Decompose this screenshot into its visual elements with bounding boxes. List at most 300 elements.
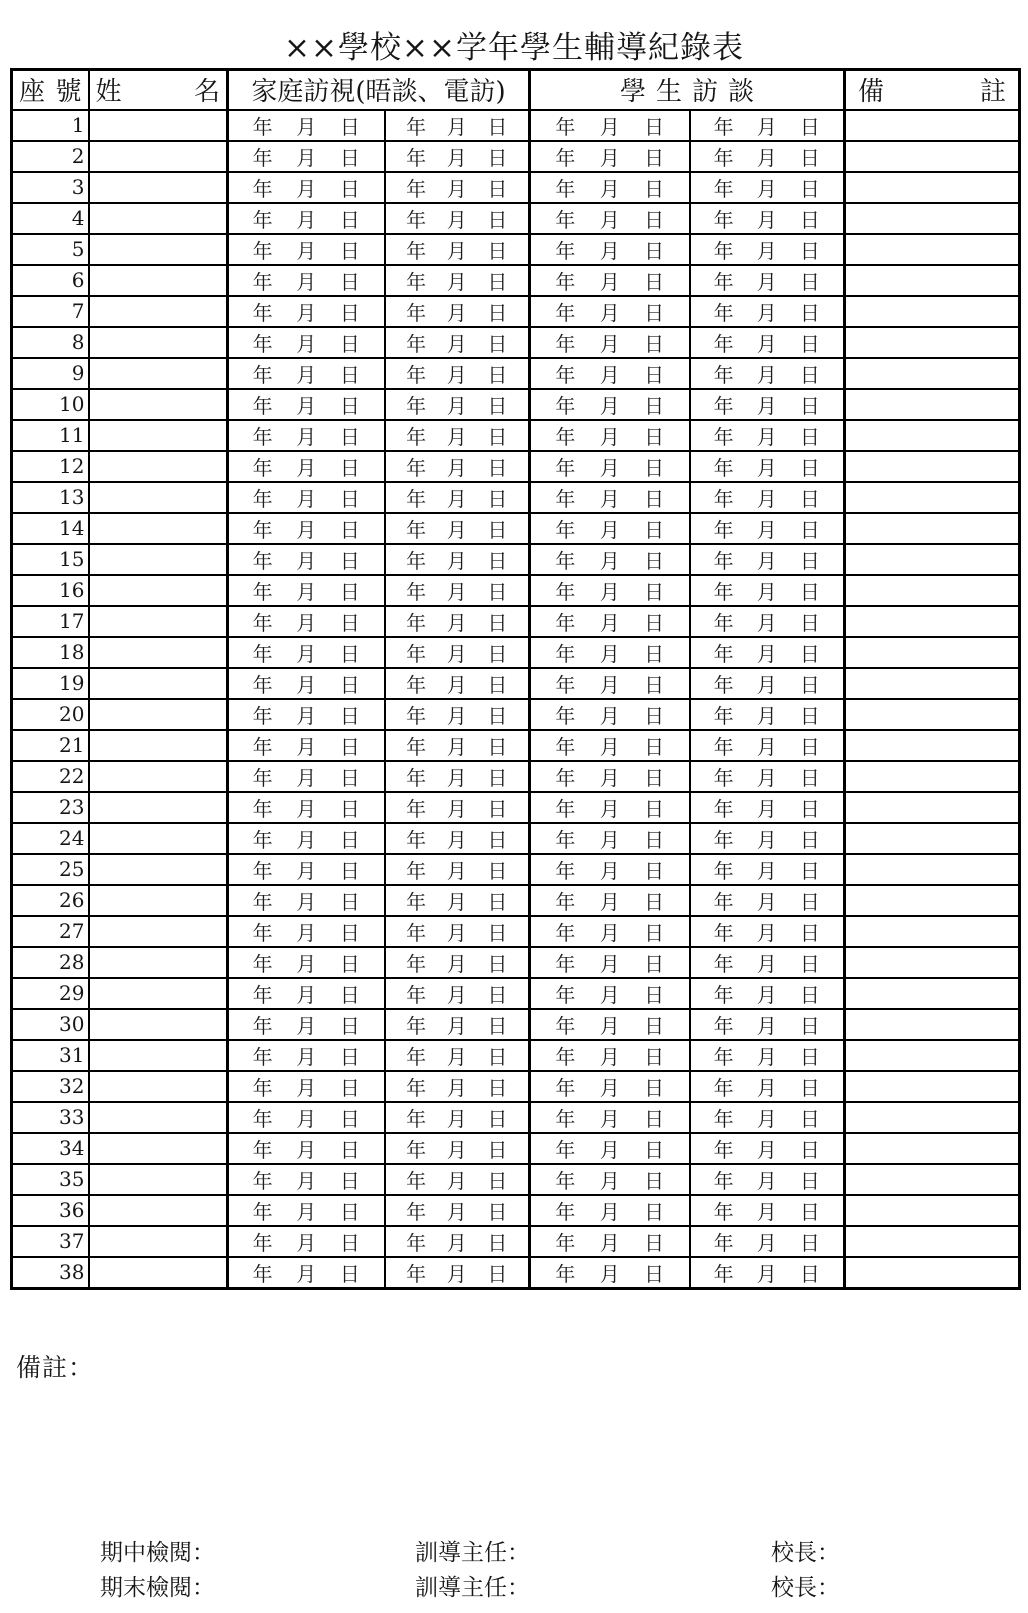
year-label: 年 <box>252 796 273 821</box>
date-placeholder <box>531 576 689 605</box>
student-interview-date-cell <box>530 172 690 203</box>
day-label: 日 <box>339 1168 360 1193</box>
date-placeholder <box>691 514 844 543</box>
student-interview-date-cell <box>690 637 845 668</box>
month-label: 月 <box>446 114 467 139</box>
date-placeholder <box>386 855 529 884</box>
month-label: 月 <box>756 920 777 945</box>
year-label: 年 <box>252 858 273 883</box>
date-placeholder <box>531 1103 689 1132</box>
home-visit-date-cell <box>228 451 385 482</box>
student-interview-date-cell <box>530 482 690 513</box>
student-interview-date-cell <box>530 1102 690 1133</box>
remark-cell <box>845 668 1020 699</box>
seat-header-left: 座 <box>19 77 46 108</box>
date-placeholder <box>229 1227 384 1256</box>
day-label: 日 <box>339 269 360 294</box>
date-placeholder <box>531 1258 689 1287</box>
home-visit-date-cell <box>385 1102 530 1133</box>
remark-cell <box>845 823 1020 854</box>
month-label: 月 <box>446 1075 467 1100</box>
date-placeholder <box>531 421 689 450</box>
student-name-cell <box>89 1102 228 1133</box>
remark-cell <box>845 482 1020 513</box>
table-header <box>12 70 1020 110</box>
month-label: 月 <box>599 734 620 759</box>
student-interview-date-cell <box>690 1164 845 1195</box>
month-label: 月 <box>446 610 467 635</box>
day-label: 日 <box>339 114 360 139</box>
date-placeholder <box>386 1165 529 1194</box>
student-interview-date-cell <box>530 916 690 947</box>
student-interview-date-cell <box>530 451 690 482</box>
date-placeholder <box>386 235 529 264</box>
day-label: 日 <box>644 1199 665 1224</box>
student-interview-date-cell <box>690 265 845 296</box>
home-visit-date-cell <box>385 1009 530 1040</box>
date-placeholder <box>691 669 844 698</box>
remark-cell <box>845 637 1020 668</box>
date-placeholder <box>531 235 689 264</box>
month-label: 月 <box>296 114 317 139</box>
month-label: 月 <box>296 796 317 821</box>
year-label: 年 <box>713 393 734 418</box>
month-label: 月 <box>756 114 777 139</box>
year-label: 年 <box>713 548 734 573</box>
month-label: 月 <box>296 1137 317 1162</box>
day-label: 日 <box>799 331 820 356</box>
table-body <box>12 110 1020 1289</box>
table-row <box>12 1071 1020 1102</box>
date-placeholder <box>229 452 384 481</box>
student-interview-date-cell <box>690 885 845 916</box>
year-label: 年 <box>252 238 273 263</box>
table-row <box>12 358 1020 389</box>
month-label: 月 <box>446 641 467 666</box>
date-placeholder <box>691 1041 844 1070</box>
month-label: 月 <box>599 176 620 201</box>
month-label: 月 <box>446 796 467 821</box>
home-visit-date-cell <box>385 110 530 141</box>
day-label: 日 <box>487 703 508 728</box>
month-label: 月 <box>756 517 777 542</box>
day-label: 日 <box>799 796 820 821</box>
year-label: 年 <box>555 269 576 294</box>
date-placeholder <box>229 607 384 636</box>
home-visit-date-cell <box>385 327 530 358</box>
home-visit-date-cell <box>228 1071 385 1102</box>
student-interview-date-cell <box>530 420 690 451</box>
date-placeholder <box>229 1072 384 1101</box>
month-label: 月 <box>599 951 620 976</box>
table-row <box>12 1133 1020 1164</box>
month-label: 月 <box>296 610 317 635</box>
day-label: 日 <box>644 300 665 325</box>
student-interview-date-cell <box>690 978 845 1009</box>
date-placeholder <box>229 359 384 388</box>
month-label: 月 <box>446 424 467 449</box>
date-placeholder <box>691 1010 844 1039</box>
home-visit-date-cell <box>228 1102 385 1133</box>
year-label: 年 <box>406 1044 427 1069</box>
seat-number-cell: 28 <box>12 947 89 978</box>
table-row <box>12 389 1020 420</box>
day-label: 日 <box>487 827 508 852</box>
year-label: 年 <box>555 1230 576 1255</box>
date-placeholder <box>531 173 689 202</box>
date-placeholder <box>531 979 689 1008</box>
month-label: 月 <box>599 300 620 325</box>
date-placeholder <box>229 204 384 233</box>
day-label: 日 <box>339 796 360 821</box>
year-label: 年 <box>406 1106 427 1131</box>
date-placeholder <box>691 173 844 202</box>
day-label: 日 <box>799 982 820 1007</box>
date-placeholder <box>229 886 384 915</box>
student-interview-date-cell <box>530 265 690 296</box>
date-placeholder <box>691 979 844 1008</box>
day-label: 日 <box>644 1137 665 1162</box>
home-visit-date-cell <box>228 141 385 172</box>
seat-number-cell: 15 <box>12 544 89 575</box>
student-name-cell <box>89 513 228 544</box>
year-label: 年 <box>555 331 576 356</box>
year-label: 年 <box>406 331 427 356</box>
month-label: 月 <box>599 362 620 387</box>
year-label: 年 <box>713 424 734 449</box>
day-label: 日 <box>339 765 360 790</box>
month-label: 月 <box>296 176 317 201</box>
year-label: 年 <box>713 1199 734 1224</box>
home-visit-date-cell <box>385 451 530 482</box>
seat-number-cell: 32 <box>12 1071 89 1102</box>
day-label: 日 <box>799 703 820 728</box>
table-row <box>12 420 1020 451</box>
day-label: 日 <box>644 1230 665 1255</box>
month-label: 月 <box>599 889 620 914</box>
month-label: 月 <box>296 672 317 697</box>
student-interview-date-cell <box>690 916 845 947</box>
remark-cell <box>845 1040 1020 1071</box>
day-label: 日 <box>799 1044 820 1069</box>
month-label: 月 <box>756 1075 777 1100</box>
table-row <box>12 606 1020 637</box>
year-label: 年 <box>555 579 576 604</box>
day-label: 日 <box>799 579 820 604</box>
student-name-cell <box>89 110 228 141</box>
month-label: 月 <box>296 827 317 852</box>
date-placeholder <box>229 1010 384 1039</box>
day-label: 日 <box>339 951 360 976</box>
student-name-cell <box>89 234 228 265</box>
month-label: 月 <box>446 858 467 883</box>
student-interview-date-cell <box>530 699 690 730</box>
date-placeholder <box>531 142 689 171</box>
day-label: 日 <box>799 1261 820 1286</box>
day-label: 日 <box>799 858 820 883</box>
date-placeholder <box>229 979 384 1008</box>
year-label: 年 <box>406 424 427 449</box>
year-label: 年 <box>252 951 273 976</box>
month-label: 月 <box>756 734 777 759</box>
home-visit-date-cell <box>385 265 530 296</box>
date-placeholder <box>386 762 529 791</box>
month-label: 月 <box>599 1168 620 1193</box>
date-placeholder <box>531 824 689 853</box>
day-label: 日 <box>644 920 665 945</box>
day-label: 日 <box>799 1075 820 1100</box>
month-label: 月 <box>756 486 777 511</box>
year-label: 年 <box>406 641 427 666</box>
month-label: 月 <box>599 548 620 573</box>
month-label: 月 <box>446 1044 467 1069</box>
year-label: 年 <box>252 548 273 573</box>
student-name-cell <box>89 482 228 513</box>
student-interview-date-cell <box>690 761 845 792</box>
year-label: 年 <box>555 145 576 170</box>
date-placeholder <box>229 1196 384 1225</box>
student-interview-date-cell <box>690 296 845 327</box>
date-placeholder <box>531 1134 689 1163</box>
date-placeholder <box>531 855 689 884</box>
seat-number-cell: 26 <box>12 885 89 916</box>
month-label: 月 <box>756 765 777 790</box>
day-label: 日 <box>799 455 820 480</box>
year-label: 年 <box>713 827 734 852</box>
date-placeholder <box>386 359 529 388</box>
seat-number-cell: 8 <box>12 327 89 358</box>
remark-cell <box>845 389 1020 420</box>
remark-cell <box>845 141 1020 172</box>
day-label: 日 <box>339 145 360 170</box>
date-placeholder <box>531 700 689 729</box>
student-interview-date-cell <box>690 203 845 234</box>
year-label: 年 <box>252 331 273 356</box>
student-interview-date-cell <box>530 575 690 606</box>
date-placeholder <box>386 1227 529 1256</box>
date-placeholder <box>531 266 689 295</box>
day-label: 日 <box>487 1013 508 1038</box>
year-label: 年 <box>713 920 734 945</box>
day-label: 日 <box>487 114 508 139</box>
home-visit-date-cell <box>228 916 385 947</box>
home-visit-date-cell <box>385 358 530 389</box>
day-label: 日 <box>799 424 820 449</box>
year-label: 年 <box>713 982 734 1007</box>
year-label: 年 <box>406 1075 427 1100</box>
date-placeholder <box>229 948 384 977</box>
student-interview-date-cell <box>530 110 690 141</box>
home-visit-date-cell <box>385 730 530 761</box>
day-label: 日 <box>799 734 820 759</box>
student-interview-date-cell <box>530 296 690 327</box>
table-row <box>12 141 1020 172</box>
home-visit-date-cell <box>228 575 385 606</box>
home-visit-date-cell <box>228 544 385 575</box>
student-name-cell <box>89 296 228 327</box>
home-visit-header: 家庭訪視(晤談、電訪) <box>228 70 530 110</box>
day-label: 日 <box>644 424 665 449</box>
year-label: 年 <box>713 269 734 294</box>
year-label: 年 <box>555 982 576 1007</box>
day-label: 日 <box>799 1013 820 1038</box>
year-label: 年 <box>555 765 576 790</box>
remark-cell <box>845 203 1020 234</box>
month-label: 月 <box>599 1106 620 1131</box>
year-label: 年 <box>555 300 576 325</box>
month-label: 月 <box>296 951 317 976</box>
month-label: 月 <box>756 703 777 728</box>
student-interview-date-cell <box>690 699 845 730</box>
day-label: 日 <box>487 982 508 1007</box>
date-placeholder <box>229 669 384 698</box>
month-label: 月 <box>296 1261 317 1286</box>
date-placeholder <box>229 235 384 264</box>
seat-number-cell: 12 <box>12 451 89 482</box>
date-placeholder <box>691 917 844 946</box>
home-visit-date-cell <box>385 606 530 637</box>
month-label: 月 <box>446 672 467 697</box>
home-visit-date-cell <box>385 916 530 947</box>
month-label: 月 <box>446 548 467 573</box>
date-placeholder <box>531 1041 689 1070</box>
date-placeholder <box>691 607 844 636</box>
remark-cell <box>845 1226 1020 1257</box>
day-label: 日 <box>339 1199 360 1224</box>
home-visit-date-cell <box>385 1257 530 1289</box>
year-label: 年 <box>406 827 427 852</box>
year-label: 年 <box>252 362 273 387</box>
month-label: 月 <box>446 362 467 387</box>
student-interview-date-cell <box>690 1226 845 1257</box>
date-placeholder <box>229 297 384 326</box>
home-visit-date-cell <box>228 389 385 420</box>
table-row <box>12 1164 1020 1195</box>
day-label: 日 <box>644 238 665 263</box>
day-label: 日 <box>487 517 508 542</box>
day-label: 日 <box>644 1044 665 1069</box>
date-placeholder <box>531 886 689 915</box>
year-label: 年 <box>713 176 734 201</box>
day-label: 日 <box>644 517 665 542</box>
date-placeholder <box>229 111 384 140</box>
date-placeholder <box>229 1165 384 1194</box>
day-label: 日 <box>487 145 508 170</box>
student-name-cell <box>89 699 228 730</box>
date-placeholder <box>386 452 529 481</box>
home-visit-date-cell <box>228 1164 385 1195</box>
year-label: 年 <box>555 362 576 387</box>
student-interview-date-cell <box>530 606 690 637</box>
date-placeholder <box>691 483 844 512</box>
student-name-cell <box>89 1195 228 1226</box>
student-interview-date-cell <box>690 544 845 575</box>
student-name-cell <box>89 575 228 606</box>
month-label: 月 <box>446 207 467 232</box>
date-placeholder <box>691 1227 844 1256</box>
year-label: 年 <box>406 1013 427 1038</box>
year-label: 年 <box>555 1168 576 1193</box>
home-visit-date-cell <box>385 389 530 420</box>
year-label: 年 <box>406 1261 427 1286</box>
year-label: 年 <box>406 734 427 759</box>
day-label: 日 <box>644 114 665 139</box>
year-label: 年 <box>555 1261 576 1286</box>
remark-cell <box>845 916 1020 947</box>
day-label: 日 <box>644 331 665 356</box>
seat-number-cell: 6 <box>12 265 89 296</box>
table-row <box>12 575 1020 606</box>
day-label: 日 <box>644 548 665 573</box>
date-placeholder <box>229 173 384 202</box>
day-label: 日 <box>339 1230 360 1255</box>
month-label: 月 <box>599 610 620 635</box>
year-label: 年 <box>713 1075 734 1100</box>
student-name-cell <box>89 978 228 1009</box>
year-label: 年 <box>713 610 734 635</box>
student-interview-date-cell <box>690 575 845 606</box>
month-label: 月 <box>446 517 467 542</box>
table-row <box>12 761 1020 792</box>
month-label: 月 <box>446 300 467 325</box>
home-visit-date-cell <box>228 606 385 637</box>
month-label: 月 <box>296 1230 317 1255</box>
month-label: 月 <box>446 827 467 852</box>
student-name-cell <box>89 1226 228 1257</box>
date-placeholder <box>386 421 529 450</box>
table-row <box>12 637 1020 668</box>
table-row <box>12 730 1020 761</box>
remark-cell <box>845 1071 1020 1102</box>
seat-number-cell: 19 <box>12 668 89 699</box>
day-label: 日 <box>487 1106 508 1131</box>
seat-number-cell: 16 <box>12 575 89 606</box>
seat-number-cell: 13 <box>12 482 89 513</box>
home-visit-date-cell <box>385 234 530 265</box>
year-label: 年 <box>713 579 734 604</box>
date-placeholder <box>691 142 844 171</box>
year-label: 年 <box>555 207 576 232</box>
student-interview-date-cell <box>530 978 690 1009</box>
seat-number-cell: 10 <box>12 389 89 420</box>
home-visit-date-cell <box>228 854 385 885</box>
month-label: 月 <box>756 1261 777 1286</box>
month-label: 月 <box>599 331 620 356</box>
home-visit-date-cell <box>385 1195 530 1226</box>
year-label: 年 <box>713 1230 734 1255</box>
remark-cell <box>845 854 1020 885</box>
student-interview-date-cell <box>530 761 690 792</box>
student-interview-date-cell <box>690 513 845 544</box>
month-label: 月 <box>756 238 777 263</box>
student-interview-date-cell <box>530 1133 690 1164</box>
month-label: 月 <box>446 982 467 1007</box>
date-placeholder <box>229 700 384 729</box>
month-label: 月 <box>599 145 620 170</box>
year-label: 年 <box>713 672 734 697</box>
day-label: 日 <box>339 1075 360 1100</box>
year-label: 年 <box>252 145 273 170</box>
student-interview-date-cell <box>690 1133 845 1164</box>
date-placeholder <box>531 607 689 636</box>
year-label: 年 <box>555 548 576 573</box>
day-label: 日 <box>487 300 508 325</box>
month-label: 月 <box>296 765 317 790</box>
year-label: 年 <box>406 207 427 232</box>
home-visit-date-cell <box>385 885 530 916</box>
day-label: 日 <box>487 641 508 666</box>
month-label: 月 <box>446 703 467 728</box>
